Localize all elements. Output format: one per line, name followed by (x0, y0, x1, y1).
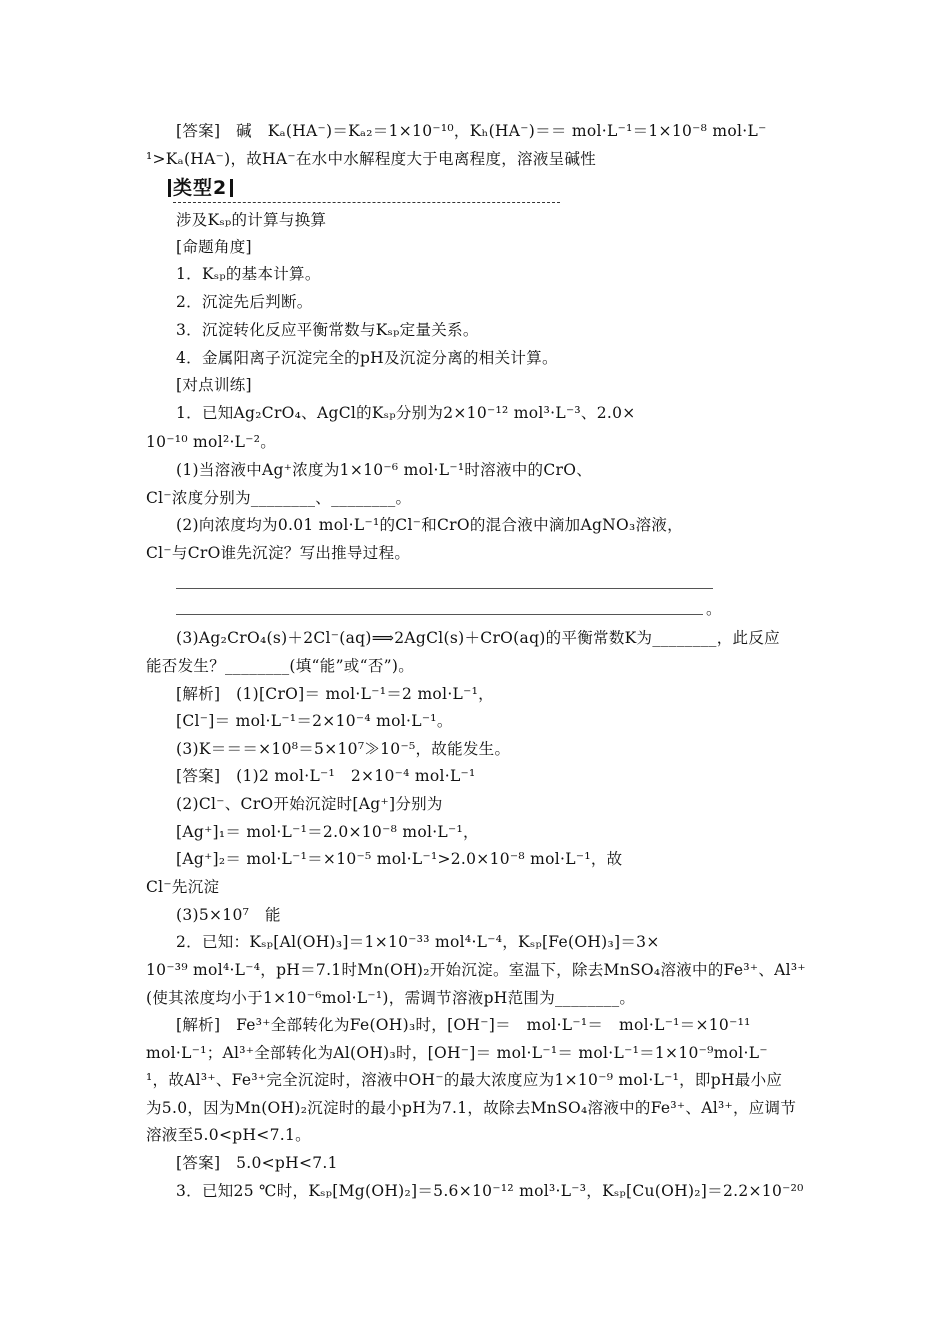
question-2-line-3: (使其浓度均小于1×10⁻⁶mol·L⁻¹)，需调节溶液pH范围为________。 (146, 989, 636, 1007)
answer-1-line-1: [答案] (1)2 mol·L⁻¹ 2×10⁻⁴ mol·L⁻¹ (176, 767, 476, 785)
question-1-part-2-cont: Cl⁻与CrO谁先沉淀？写出推导过程。 (146, 544, 411, 562)
section-subtitle: 涉及Kₛₚ的计算与换算 (176, 211, 327, 229)
analysis-2-line-2: mol·L⁻¹；Al³⁺全部转化为Al(OH)₃时，[OH⁻]＝ mol·L⁻¹＝ mol·L⁻¹＝1×10⁻⁹mol·L⁻ (146, 1044, 768, 1062)
answer-1-line-4: [Ag⁺]₂＝ mol·L⁻¹＝×10⁻⁵ mol·L⁻¹>2.0×10⁻⁸ mol·L⁻¹，故 (176, 850, 623, 868)
section-heading: 类型2 (173, 177, 228, 199)
section-divider (173, 202, 560, 203)
question-1-part-1: (1)当溶液中Ag⁺浓度为1×10⁻⁶ mol·L⁻¹时溶液中的CrO、 (176, 461, 593, 479)
answer-line-1: [答案] 碱 Kₐ(HA⁻)＝Kₐ₂＝1×10⁻¹⁰，Kₕ(HA⁻)＝＝ mol·L⁻¹＝1×10⁻⁸ mol·L⁻ (176, 122, 767, 140)
question-1-part-3-cont: 能否发生？________(填“能”或“否”)。 (146, 657, 414, 675)
answer-1-line-3: [Ag⁺]₁＝ mol·L⁻¹＝2.0×10⁻⁸ mol·L⁻¹， (176, 823, 479, 841)
question-1-part-1-cont: Cl⁻浓度分别为________、________。 (146, 489, 412, 507)
answer-line-2: ¹>Kₐ(HA⁻)，故HA⁻在水中水解程度大于电离程度，溶液呈碱性 (146, 150, 597, 168)
analysis-1-line-1: [解析] (1)[CrO]＝ mol·L⁻¹＝2 mol·L⁻¹， (176, 685, 494, 703)
question-1-part-3: (3)Ag₂CrO₄(s)＋2Cl⁻(aq)⟹2AgCl(s)＋CrO(aq)的平衡常数K为________，此反应 (176, 629, 780, 647)
question-1-part-2: (2)向浓度均为0.01 mol·L⁻¹的Cl⁻和CrO的混合液中滴加AgNO₃溶液， (176, 516, 683, 534)
label-topic-angle: [命题角度] (176, 238, 252, 256)
analysis-1-line-2: [Cl⁻]＝ mol·L⁻¹＝2×10⁻⁴ mol·L⁻¹。 (176, 712, 453, 730)
analysis-2-line-3: ¹，故Al³⁺、Fe³⁺完全沉淀时，溶液中OH⁻的最大浓度应为1×10⁻⁹ mol·L⁻¹，即pH最小应 (146, 1071, 783, 1089)
question-1-line-1: 1．已知Ag₂CrO₄、AgCl的Kₛₚ分别为2×10⁻¹² mol³·L⁻³、2.0× (176, 404, 636, 422)
analysis-2-line-1: [解析] Fe³⁺全部转化为Fe(OH)₃时，[OH⁻]＝ mol·L⁻¹＝ mol·L⁻¹＝×10⁻¹¹ (176, 1016, 751, 1034)
topic-item-4: 4．金属阳离子沉淀完全的pH及沉淀分离的相关计算。 (176, 349, 558, 367)
answer-1-line-2: (2)Cl⁻、CrO开始沉淀时[Ag⁺]分别为 (176, 795, 443, 813)
analysis-1-line-3: (3)K＝＝＝×10⁸＝5×10⁷≫10⁻⁵，故能发生。 (176, 740, 511, 758)
question-3-line-1: 3．已知25 ℃时，Kₛₚ[Mg(OH)₂]＝5.6×10⁻¹² mol³·L⁻³，Kₛₚ[Cu(OH)₂]＝2.2×10⁻²⁰ (176, 1182, 804, 1200)
label-practice: [对点训练] (176, 376, 252, 394)
answer-1-line-5: Cl⁻先沉淀 (146, 878, 220, 896)
analysis-2-line-5: 溶液至5.0<pH<7.1。 (146, 1126, 311, 1144)
analysis-2-line-4: 为5.0，因为Mn(OH)₂沉淀时的最小pH为7.1，故除去MnSO₄溶液中的Fe³⁺、Al³⁺，应调节 (146, 1099, 797, 1117)
question-2-line-2: 10⁻³⁹ mol⁴·L⁻⁴，pH＝7.1时Mn(OH)₂开始沉淀。室温下，除去MnSO₄溶液中的Fe³⁺、Al³⁺ (146, 961, 806, 979)
answer-2: [答案] 5.0<pH<7.1 (176, 1154, 338, 1172)
answer-1-line-6: (3)5×10⁷ 能 (176, 906, 281, 924)
topic-item-2: 2．沉淀先后判断。 (176, 293, 313, 311)
answer-blank-line-2 (176, 614, 703, 615)
question-1-line-2: 10⁻¹⁰ mol²·L⁻²。 (146, 433, 277, 451)
answer-period: 。 (706, 600, 722, 618)
topic-item-3: 3．沉淀转化反应平衡常数与Kₛₚ定量关系。 (176, 321, 479, 339)
answer-blank-line-1 (176, 588, 713, 589)
topic-item-1: 1．Kₛₚ的基本计算。 (176, 265, 321, 283)
question-2-line-1: 2．已知：Kₛₚ[Al(OH)₃]＝1×10⁻³³ mol⁴·L⁻⁴，Kₛₚ[Fe(OH)₃]＝3× (176, 933, 660, 951)
